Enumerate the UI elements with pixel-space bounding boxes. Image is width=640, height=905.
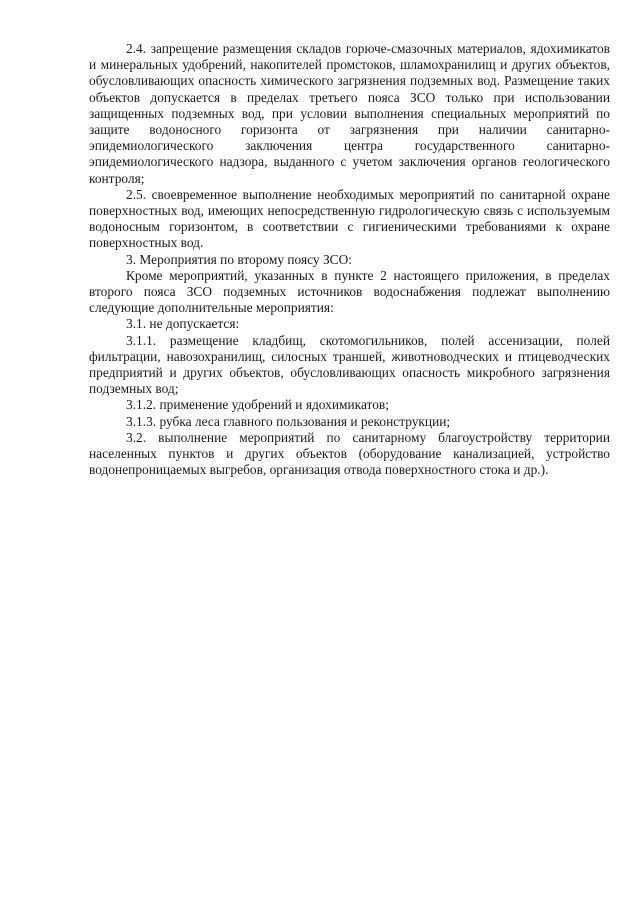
section-heading-3: 3. Мероприятия по второму поясу ЗСО: [126, 251, 352, 267]
paragraph-3-1-3: 3.1.3. рубка леса главного пользования и реконструкции; [126, 413, 451, 429]
paragraph-2-5: 2.5. своевременное выполнение необходимых мероприятий по санитарной охране поверхностных вод, имеющих непосредственную гидрологическую связь с используемым водоносным горизонтом, в соответствии с гигиеническими требованиями к охране поверхностных вод. [89, 186, 610, 251]
paragraph-3-1: 3.1. не допускается: [126, 316, 240, 332]
paragraph-3-1-1: 3.1.1. размещение кладбищ, скотомогильников, полей ассенизации, полей фильтрации, навозохранилищ, силосных траншей, животноводческих и птицеводческих предприятий и других объектов, обусловливающих опасность микробного загрязнения подземных вод; [89, 332, 610, 397]
paragraph-3-2: 3.2. выполнение мероприятий по санитарному благоустройству территории населенных пунктов и других объектов (оборудование канализацией, устройство водонепроницаемых выгребов, организация отвода поверхностного стока и др.). [89, 429, 610, 478]
document-body [89, 41, 610, 478]
paragraph-3-intro: Кроме мероприятий, указанных в пункте 2 настоящего приложения, в пределах второго пояса ЗСО подземных источников водоснабжения подлежат выполнению следующие дополнительные мероприятия: [89, 267, 610, 316]
paragraph-3-1-2: 3.1.2. применение удобрений и ядохимикатов; [126, 397, 389, 413]
paragraph-2-4: 2.4. запрещение размещения складов горюче-смазочных материалов, ядохимикатов и минеральных удобрений, накопителей промстоков, шламохранилищ и других объектов, обусловливающих опасность химического загрязнения подземных вод. Размещение таких объектов допускается в пределах третьего пояса ЗСО только при использовании защищенных подземных вод, при условии выполнения специальных мероприятий по защите водоносного горизонта от загрязнения при наличии санитарно-эпидемиологического заключения центра государственного санитарно-эпидемиологического надзора, выданного с учетом заключения органов геологического контроля; [89, 41, 610, 186]
